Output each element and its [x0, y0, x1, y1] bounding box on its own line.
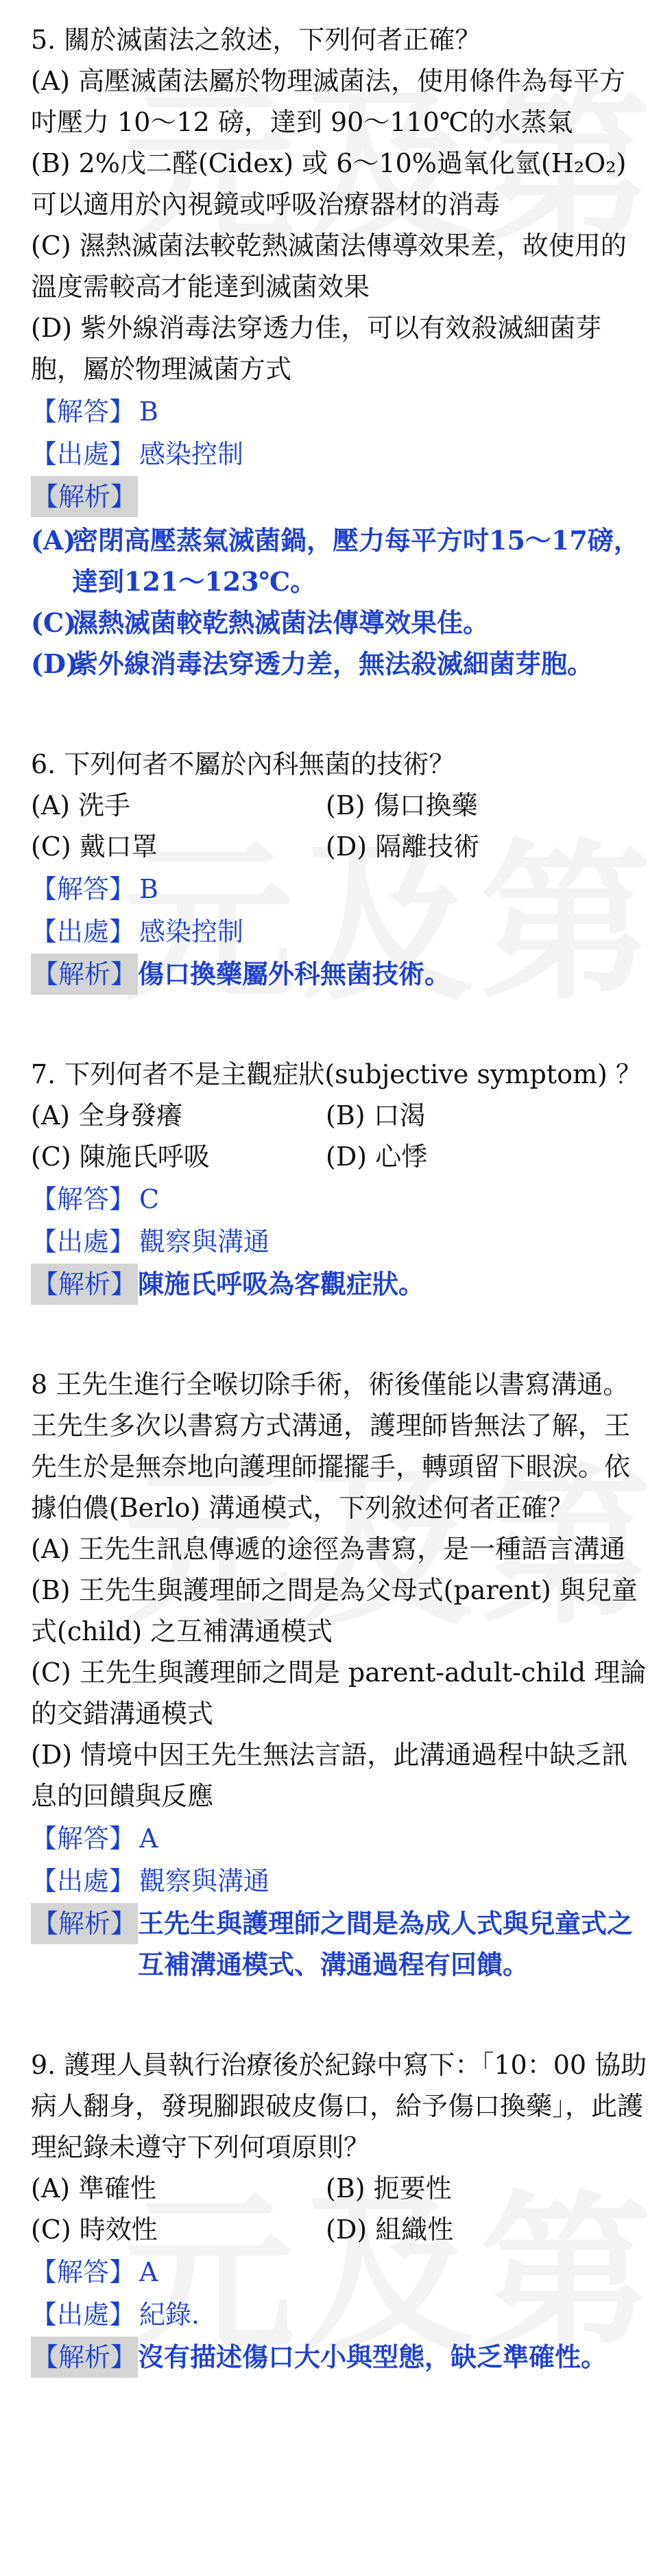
option-c: (C) 陳施氏呼吸 [31, 1142, 210, 1172]
answer-line [31, 1179, 648, 1220]
option-b: (B) 傷口換藥 [326, 790, 478, 820]
source-tag: 【出處】 [31, 439, 136, 469]
option-b: (B) 扼要性 [326, 2173, 452, 2203]
answer-line [31, 2252, 648, 2293]
option-c: (C) 戴口罩 [31, 831, 158, 862]
answer-value: A [139, 2257, 158, 2287]
option-d: (D) 情境中因王先生無法言語，此溝通過程中缺乏訊息的回饋與反應 [31, 1740, 628, 1811]
option-row [31, 785, 648, 826]
explanation-tag: 【解析】 [31, 954, 138, 995]
answer-tag: 【解答】 [31, 1184, 136, 1214]
explanation-line [31, 2337, 648, 2378]
answer-tag: 【解答】 [31, 397, 136, 427]
explanation-line [31, 1903, 648, 1985]
document-content [31, 19, 648, 2437]
question-6 [31, 744, 648, 995]
question-stem: 6. 下列何者不屬於內科無菌的技術？ [31, 749, 455, 779]
option-b: (B) 2%戊二醛(Cidex) 或 6～10%過氧化氫(H₂O₂)可以適用於內視鏡或呼吸治療器材的消毒 [31, 148, 627, 220]
answer-value: B [139, 874, 158, 904]
option-a: (A) 王先生訊息傳遞的途徑為書寫，是一種語言溝通 [31, 1534, 626, 1564]
question-5 [31, 19, 648, 685]
explanation-item-text: 紫外線消毒法穿透力差，無法殺滅細菌芽胞。 [72, 648, 594, 679]
explanation-tag: 【解析】 [31, 1264, 138, 1305]
option-a: (A) 高壓滅菌法屬於物理滅菌法，使用條件為每平方吋壓力 10～12 磅，達到 90～110℃的水蒸氣 [31, 66, 626, 137]
option-row [31, 2168, 648, 2209]
question-stem: 8 王先生進行全喉切除手術，術後僅能以書寫溝通。王先生多次以書寫方式溝通，護理師皆無法了解，王先生於是無奈地向護理師擺擺手，轉頭留下眼淚。依據伯儂(Berlo) 溝通模式，下列敘述何者正確？ [31, 1369, 631, 1523]
option-a: (A) 洗手 [31, 790, 131, 820]
option-row [31, 1136, 648, 1177]
answer-line [31, 391, 648, 432]
option-a: (A) 全身發癢 [31, 1100, 183, 1131]
explanation-item-text: 濕熱滅菌較乾熱滅菌法傳導效果佳。 [72, 607, 490, 638]
option-c: (C) 時效性 [31, 2214, 158, 2245]
option-d: (D) 紫外線消毒法穿透力佳，可以有效殺滅細菌芽胞，屬於物理滅菌方式 [31, 313, 602, 384]
option-c: (C) 濕熱滅菌法較乾熱滅菌法傳導效果差，故使用的溫度需較高才能達到滅菌效果 [31, 231, 627, 302]
explanation-tag: 【解析】 [31, 1903, 138, 1944]
answer-tag: 【解答】 [31, 874, 136, 904]
source-line [31, 911, 648, 952]
question-9 [31, 2044, 648, 2378]
question-stem: 5. 關於滅菌法之敘述，下列何者正確？ [31, 25, 481, 55]
explanation-item-text: 密閉高壓蒸氣滅菌鍋，壓力每平方吋15～17磅，達到121～123℃。 [72, 525, 640, 597]
option-b: (B) 王先生與護理師之間是為父母式(parent) 與兒童式(child) 之互補溝通模式 [31, 1575, 638, 1646]
source-line [31, 1860, 648, 1902]
option-row [31, 826, 648, 867]
explanation-line [31, 954, 648, 995]
source-line [31, 1221, 648, 1262]
answer-tag: 【解答】 [31, 1823, 136, 1854]
option-row [31, 2209, 648, 2250]
option-a: (A) 準確性 [31, 2173, 157, 2203]
explanation-list [31, 520, 648, 685]
explanation-line [31, 476, 648, 517]
option-c: (C) 王先生與護理師之間是 parent-adult-child 理論的交錯溝通模式 [31, 1657, 647, 1729]
explanation-item-label: (C) [31, 607, 77, 638]
source-tag: 【出處】 [31, 1227, 136, 1257]
explanation-text: 王先生與護理師之間是為成人式與兒童式之互補溝通模式、溝通過程有回饋。 [138, 1908, 634, 1980]
explanation-tag: 【解析】 [31, 476, 138, 517]
answer-value: B [139, 397, 158, 427]
explanation-item [31, 520, 648, 602]
source-value: 觀察與溝通 [139, 1866, 270, 1896]
explanation-tag: 【解析】 [31, 2337, 138, 2378]
question-stem: 7. 下列何者不是主觀症狀(subjective symptom) ？ [31, 1059, 642, 1089]
question-8 [31, 1364, 648, 1985]
source-value: 感染控制 [139, 917, 244, 947]
explanation-item [31, 602, 648, 643]
option-d: (D) 隔離技術 [326, 831, 480, 862]
source-value: 觀察與溝通 [139, 1227, 270, 1257]
source-line [31, 434, 648, 475]
source-tag: 【出處】 [31, 2300, 136, 2330]
source-value: 紀錄. [139, 2300, 200, 2330]
option-b: (B) 口渴 [326, 1100, 426, 1131]
explanation-text: 沒有描述傷口大小與型態，缺乏準確性。 [138, 2341, 608, 2372]
answer-tag: 【解答】 [31, 2257, 136, 2287]
option-row [31, 1095, 648, 1136]
question-stem: 9. 護理人員執行治療後於紀錄中寫下：「10：00 協助病人翻身，發現腳跟破皮傷口，給予傷口換藥」，此護理紀錄未遵守下列何項原則？ [31, 2050, 647, 2162]
explanation-line [31, 1264, 648, 1305]
explanation-item-label: (A) [31, 525, 76, 556]
explanation-item-label: (D) [31, 648, 78, 679]
answer-line [31, 1818, 648, 1859]
answer-line [31, 868, 648, 910]
answer-value: C [139, 1184, 160, 1214]
source-line [31, 2294, 648, 2335]
explanation-text: 傷口換藥屬外科無菌技術。 [138, 958, 451, 989]
answer-value: A [139, 1823, 158, 1854]
question-7 [31, 1054, 648, 1305]
source-tag: 【出處】 [31, 917, 136, 947]
option-d: (D) 心悸 [326, 1142, 428, 1172]
source-value: 感染控制 [139, 439, 244, 469]
source-tag: 【出處】 [31, 1866, 136, 1896]
explanation-item [31, 643, 648, 685]
option-d: (D) 組織性 [326, 2214, 454, 2245]
explanation-text: 陳施氏呼吸為客觀症狀。 [138, 1268, 425, 1299]
